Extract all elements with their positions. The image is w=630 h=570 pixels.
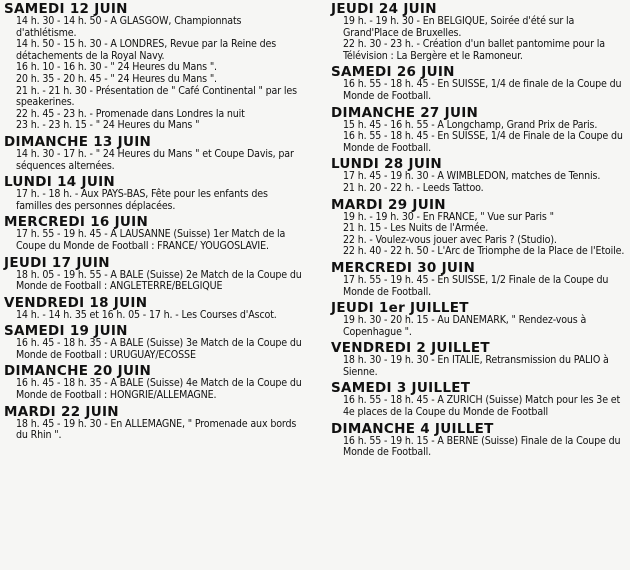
- program-entry: 22 h. 30 - 23 h. - Création d'un ballet pantomime pour la Télévision : La Bergère et le Ramoneur.: [343, 38, 605, 62]
- schedule-day: [4, 215, 304, 252]
- schedule-day: [4, 324, 304, 361]
- schedule-day: [331, 341, 627, 378]
- program-entry: 21 h. 15 - Les Nuits de l'Armée.: [343, 222, 489, 235]
- program-entry: 18 h. 45 - 19 h. 30 - En ALLEMAGNE, " Promenade aux bords du Rhin ".: [16, 417, 297, 442]
- schedule-day: [331, 381, 627, 418]
- day-heading: VENDREDI 18 JUIN: [4, 294, 148, 311]
- schedule-day: [331, 261, 627, 298]
- program-entry: 16 h. 55 - 19 h. 15 - A BERNE (Suisse) Finale de la Coupe du Monde de Football.: [343, 434, 621, 459]
- day-heading: LUNDI 28 JUIN: [331, 156, 443, 173]
- schedule-day: [331, 65, 627, 102]
- schedule-day: [331, 2, 627, 62]
- program-entry: 19 h. - 19 h. 30 - En BELGIQUE, Soirée d'été sur la Grand'Place de Bruxelles.: [343, 15, 575, 39]
- schedule-day: [4, 2, 304, 132]
- program-entry: 21 h. 20 - 22 h. - Leeds Tattoo.: [343, 181, 484, 194]
- day-heading: SAMEDI 3 JUILLET: [331, 380, 471, 397]
- program-entry: 17 h. 45 - 19 h. 30 - A WIMBLEDON, matches de Tennis.: [343, 170, 601, 183]
- program-entry: 16 h. 55 - 18 h. 45 - A ZURICH (Suisse) Match pour les 3e et 4e places de la Coupe du Monde de Football: [343, 394, 621, 419]
- left-column: [4, 2, 304, 445]
- program-entry: 21 h. - 21 h. 30 - Présentation de " Café Continental " par les speakerines.: [16, 84, 297, 109]
- day-heading: DIMANCHE 4 JUILLET: [331, 420, 494, 437]
- schedule-day: [4, 135, 304, 172]
- program-entry: 17 h. - 18 h. - Aux PAYS-BAS, Fête pour les enfants des familles des personnes déplacées.: [16, 188, 268, 212]
- program-entry: 18 h. 05 - 19 h. 55 - A BALE (Suisse) 2e Match de la Coupe du Monde de Football : ANGLETERRE/BELGIQUE: [16, 268, 302, 293]
- day-heading: JEUDI 1er JUILLET: [331, 300, 469, 317]
- program-entry: 19 h. - 19 h. 30 - En FRANCE, " Vue sur Paris ": [343, 210, 554, 223]
- program-entry: 15 h. 45 - 16 h. 55 - A Longchamp, Grand Prix de Paris.: [343, 118, 598, 131]
- program-entry: 14 h. 30 - 14 h. 50 - A GLASGOW, Championnats d'athlétisme.: [16, 15, 242, 39]
- program-entry: 22 h. 45 - 23 h. - Promenade dans Londres la nuit: [16, 107, 245, 120]
- program-entry: 18 h. 30 - 19 h. 30 - En ITALIE, Retransmission du PALIO à Sienne.: [343, 354, 609, 378]
- day-heading: SAMEDI 19 JUIN: [4, 323, 128, 340]
- schedule-day: [331, 301, 627, 338]
- program-entry: 16 h. 10 - 16 h. 30 - " 24 Heures du Mans ".: [16, 61, 217, 74]
- program-entry: 17 h. 55 - 19 h. 45 - A LAUSANNE (Suisse) 1er Match de la Coupe du Monde de Football : FRANCE/ YOUGOSLAVIE.: [16, 228, 286, 252]
- program-entry: 17 h. 55 - 19 h. 45 - En SUISSE, 1/2 Finale de la Coupe du Monde de Football.: [343, 273, 609, 298]
- schedule-day: [4, 405, 304, 442]
- day-heading: SAMEDI 12 JUIN: [4, 1, 128, 17]
- day-heading: JEUDI 24 JUIN: [331, 1, 437, 17]
- day-heading: DIMANCHE 27 JUIN: [331, 104, 479, 121]
- right-column: [331, 2, 627, 462]
- schedule-day: [4, 364, 304, 401]
- day-heading: DIMANCHE 13 JUIN: [4, 133, 152, 150]
- program-entry: 22 h. - Voulez-vous jouer avec Paris ? (Studio).: [343, 233, 557, 246]
- program-entry: 23 h. - 23 h. 15 - " 24 Heures du Mans ": [16, 119, 200, 132]
- day-heading: VENDREDI 2 JUILLET: [331, 340, 490, 357]
- program-entry: 16 h. 45 - 18 h. 35 - A BALE (Suisse) 4e Match de la Coupe du Monde de Football : HONGRIE/ALLEMAGNE.: [16, 377, 302, 402]
- program-entry: 20 h. 35 - 20 h. 45 - " 24 Heures du Mans ".: [16, 72, 217, 85]
- program-entry: 14 h. 30 - 17 h. - " 24 Heures du Mans " et Coupe Davis, par séquences alternées.: [16, 147, 294, 172]
- program-entry: 14 h. - 14 h. 35 et 16 h. 05 - 17 h. - Les Courses d'Ascot.: [16, 308, 277, 321]
- program-entry: 16 h. 55 - 18 h. 45 - En SUISSE, 1/4 de Finale de la Coupe du Monde de Football.: [343, 130, 623, 154]
- day-heading: LUNDI 14 JUIN: [4, 174, 116, 191]
- schedule-day: [4, 256, 304, 293]
- schedule-day: [331, 422, 627, 459]
- schedule-day: [4, 175, 304, 212]
- schedule-day: [331, 198, 627, 258]
- day-heading: MERCREDI 30 JUIN: [331, 259, 476, 276]
- day-heading: MARDI 22 JUIN: [4, 403, 119, 420]
- day-heading: MARDI 29 JUIN: [331, 196, 446, 213]
- program-entry: 14 h. 50 - 15 h. 30 - A LONDRES, Revue par la Reine des détachements de la Royal Navy.: [16, 38, 277, 62]
- schedule-day: [4, 296, 304, 322]
- day-heading: DIMANCHE 20 JUIN: [4, 363, 152, 380]
- program-entry: 22 h. 40 - 22 h. 50 - L'Arc de Triomphe de la Place de l'Etoile.: [343, 245, 625, 258]
- program-entry: 16 h. 45 - 18 h. 35 - A BALE (Suisse) 3e Match de la Coupe du Monde de Football : URUGUAY/ECOSSE: [16, 337, 302, 361]
- schedule-day: [331, 106, 627, 155]
- day-heading: MERCREDI 16 JUIN: [4, 214, 149, 231]
- schedule-day: [331, 157, 627, 194]
- program-entry: 16 h. 55 - 18 h. 45 - En SUISSE, 1/4 de finale de la Coupe du Monde de Football.: [343, 78, 622, 102]
- program-entry: 19 h. 30 - 20 h. 15 - Au DANEMARK, " Rendez-vous à Copenhague ".: [343, 314, 587, 338]
- day-heading: SAMEDI 26 JUIN: [331, 64, 455, 81]
- day-heading: JEUDI 17 JUIN: [4, 254, 110, 271]
